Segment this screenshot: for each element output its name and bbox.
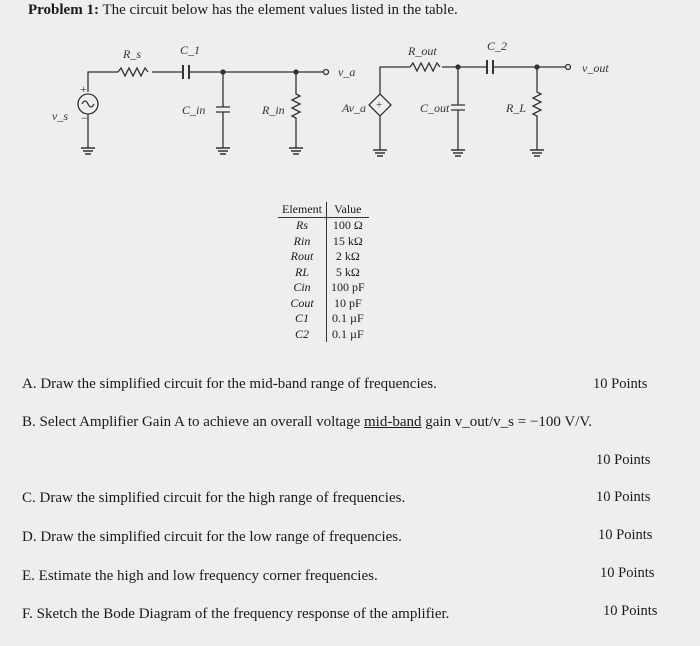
points-c: 10 Points	[596, 489, 651, 505]
circuit-diagram	[0, 0, 700, 200]
capacitor-cin	[216, 72, 230, 148]
dep-plus: +	[376, 99, 383, 111]
value-cell: 100 pF	[326, 280, 368, 296]
value-cell: 0.1 µF	[326, 327, 368, 343]
question-e: E. Estimate the high and low frequency corner frequencies.	[22, 568, 378, 584]
label-vs: v_s	[52, 109, 68, 123]
ground-icon	[81, 148, 544, 156]
table-row	[278, 234, 369, 250]
element-cell: Rs	[295, 218, 308, 232]
points-f: 10 Points	[603, 603, 658, 619]
table-row	[278, 327, 369, 343]
value-cell: 5 kΩ	[326, 265, 368, 281]
table-row	[278, 218, 369, 234]
qb-post: gain v_out/v_s = −100 V/V.	[421, 414, 593, 430]
label-rout: R_out	[408, 44, 437, 58]
value-cell: 10 pF	[326, 296, 368, 312]
table-row	[278, 296, 369, 312]
label-c1: C_1	[180, 43, 201, 57]
points-b: 10 Points	[596, 452, 651, 468]
question-f: F. Sketch the Bode Diagram of the frequency response of the amplifier.	[22, 606, 450, 622]
resistor-rin	[292, 72, 300, 148]
question-c: C. Draw the simplified circuit for the high range of frequencies.	[22, 490, 406, 506]
question-a: A. Draw the simplified circuit for the mid-band range of frequencies.	[22, 376, 437, 392]
plus-sign: +	[80, 82, 87, 96]
label-ava: Av_a	[342, 101, 366, 115]
resistor-rl	[533, 67, 541, 150]
minus-sign: −	[81, 111, 88, 125]
element-values-table	[278, 202, 369, 342]
points-d: 10 Points	[598, 527, 653, 543]
element-cell: RL	[294, 264, 309, 279]
header-value: Value	[326, 202, 368, 218]
element-cell: C1	[294, 311, 309, 325]
value-cell: 2 kΩ	[326, 249, 368, 265]
points-a: 10 Points	[593, 376, 648, 392]
value-cell: 0.1 µF	[326, 311, 368, 327]
question-b	[22, 414, 592, 431]
element-cell: Cout	[290, 295, 314, 310]
problem-label: Problem 1:	[28, 2, 99, 18]
capacitor-cout	[451, 67, 465, 150]
label-rs: R_s	[123, 47, 141, 61]
question-d: D. Draw the simplified circuit for the low range of frequencies.	[22, 529, 402, 545]
vout-terminal	[566, 65, 571, 70]
qb-pre: B. Select Amplifier Gain A to achieve an overall voltage	[22, 414, 364, 430]
qb-underlined: mid-band	[363, 414, 422, 430]
label-rl: R_L	[506, 101, 527, 115]
value-cell: 100 Ω	[326, 218, 368, 234]
table-row	[278, 311, 369, 327]
resistor-rout	[410, 63, 440, 71]
header-element: Element	[278, 202, 326, 218]
capacitor-c2	[487, 60, 493, 74]
va-terminal	[324, 70, 329, 75]
value-cell: 15 kΩ	[326, 234, 368, 250]
label-vout: v_out	[582, 61, 609, 75]
element-cell: Rin	[293, 233, 311, 248]
resistor-rs	[118, 68, 148, 76]
label-cout: C_out	[420, 101, 450, 115]
element-cell: C2	[294, 326, 309, 341]
table-row	[278, 249, 369, 265]
table-row	[278, 280, 369, 296]
label-va: v_a	[338, 65, 356, 79]
element-cell: Rout	[290, 249, 314, 263]
label-rin: R_in	[262, 103, 285, 117]
wire	[88, 72, 323, 92]
element-cell: Cin	[293, 280, 311, 294]
label-c2: C_2	[487, 39, 508, 53]
table-row	[278, 265, 369, 281]
points-e: 10 Points	[600, 565, 655, 581]
capacitor-c1	[183, 65, 189, 79]
problem-text: The circuit below has the element values listed in the table.	[102, 2, 458, 18]
label-cin: C_in	[182, 103, 206, 117]
